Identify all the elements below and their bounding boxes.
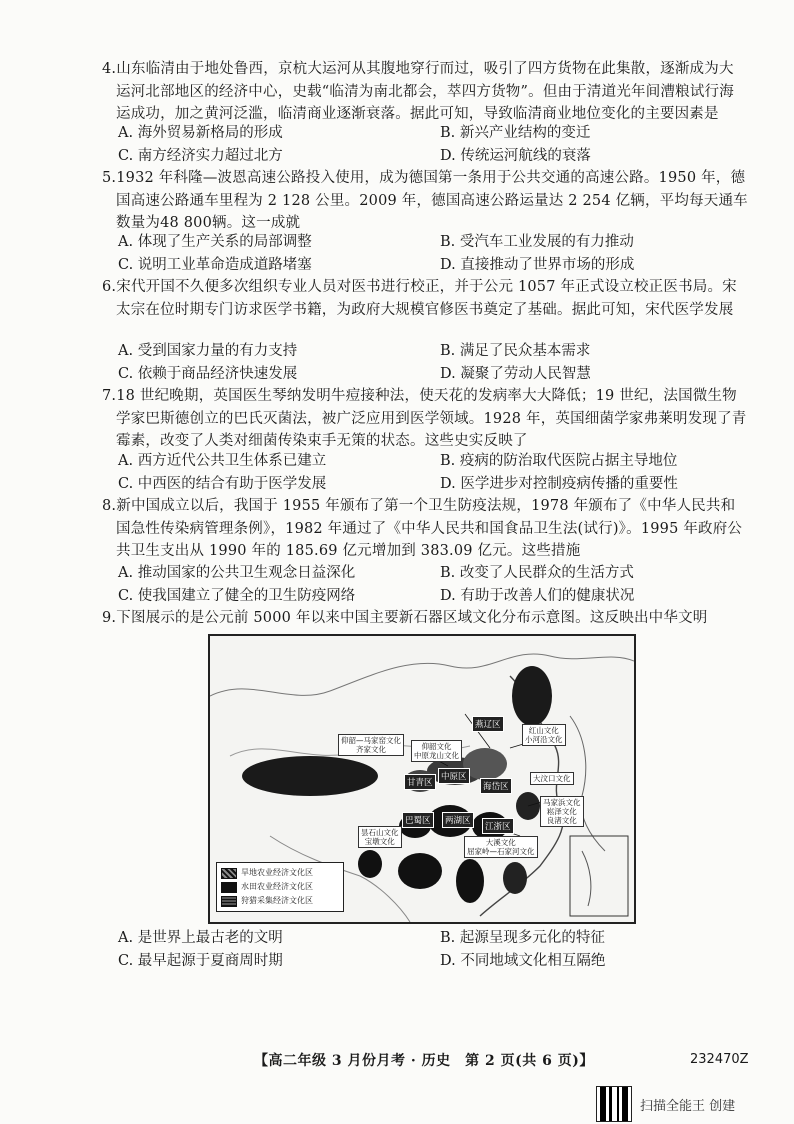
footer-title: 【高二年级 3 月份月考 · 历史 第 2 页(共 6 页)】 (254, 1053, 594, 1069)
option-d: D. 有助于改善人们的健康状况 (440, 588, 635, 604)
legend-label: 旱地农业经济文化区 (241, 868, 313, 877)
culture-label: 大汶口文化 (530, 772, 574, 785)
option-d: D. 医学进步对控制疫病传播的重要性 (440, 476, 678, 492)
region-label: 燕辽区 (472, 716, 504, 732)
map-legend (216, 862, 344, 912)
scanner-watermark (596, 1086, 735, 1122)
question-number: 5. (102, 170, 117, 186)
option-b: B. 改变了人民群众的生活方式 (440, 565, 634, 581)
question-5 (102, 167, 748, 235)
region-label: 中原区 (438, 768, 470, 784)
question-7 (102, 385, 748, 453)
question-4 (102, 58, 748, 126)
option-c: C. 依赖于商品经济快速发展 (118, 366, 298, 382)
question-number: 6. (102, 279, 117, 295)
legend-item (221, 866, 339, 880)
option-a: A. 西方近代公共卫生体系已建立 (118, 453, 327, 469)
option-a: A. 海外贸易新格局的形成 (118, 125, 283, 141)
option-c: C. 使我国建立了健全的卫生防疫网络 (118, 588, 356, 604)
northeast-hunting-zone (512, 666, 552, 726)
option-b: B. 起源呈现多元化的特征 (440, 930, 605, 946)
question-number: 7. (102, 388, 117, 404)
option-a: A. 是世界上最古老的文明 (118, 930, 283, 946)
culture-label: 马家浜文化 崧泽文化 良渚文化 (540, 796, 584, 827)
question-number: 9. (102, 610, 117, 626)
option-b: B. 受汽车工业发展的有力推动 (440, 234, 634, 250)
culture-label: 大溪文化 屈家岭—石家河文化 (464, 836, 538, 858)
option-b: B. 疫病的防治取代医院占据主导地位 (440, 453, 678, 469)
question-8 (102, 495, 748, 563)
option-d: D. 直接推动了世界市场的形成 (440, 257, 635, 273)
option-c: C. 南方经济实力超过北方 (118, 148, 283, 164)
culture-label: 仰韶—马家窑文化 齐家文化 (338, 734, 404, 756)
question-stem: 新中国成立以后，我国于 1955 年颁布了第一个卫生防疫法规，1978 年颁布了《中华人民共和国急性传染病管理条例》，1982 年通过了《中华人民共和国食品卫生法(试行)》。1995 年政府公共卫生支出从 1990 年的 185.69 亿元增加到 383.09 亿元。这些措施 (116, 498, 743, 559)
region-label: 海岱区 (480, 778, 512, 794)
question-stem: 1932 年科隆—波恩高速公路投入使用，成为德国第一条用于公共交通的高速公路。1950 年，德国高速公路通车里程为 2 128 公里。2009 年，德国高速公路运量达 2 254 亿辆，平均每天通车数量为48 800辆。这一成就 (116, 170, 748, 231)
question-number: 8. (102, 498, 117, 514)
paddy-farming-swatch (221, 882, 237, 893)
question-9 (102, 607, 748, 630)
region-label: 两湖区 (442, 812, 474, 828)
culture-label: 仰韶文化 中原龙山文化 (411, 740, 462, 762)
option-a: A. 体现了生产关系的局部调整 (118, 234, 312, 250)
option-d: D. 凝聚了劳动人民智慧 (440, 366, 591, 382)
option-c: C. 最早起源于夏商周时期 (118, 953, 283, 969)
option-b: B. 满足了民众基本需求 (440, 343, 591, 359)
question-stem: 下图展示的是公元前 5000 年以来中国主要新石器区域文化分布示意图。这反映出中华文明 (116, 610, 708, 626)
tibet-hunting-zone (242, 756, 378, 796)
watermark-text: 扫描全能王 创建 (640, 1098, 736, 1114)
question-number: 4. (102, 61, 117, 77)
option-c: C. 说明工业革命造成道路堵塞 (118, 257, 312, 273)
legend-label: 狩猎采集经济文化区 (241, 896, 313, 905)
option-d: D. 不同地域文化相互隔绝 (440, 953, 606, 969)
dry-farming-swatch (221, 868, 237, 879)
culture-label: 昙石山文化 宝墩文化 (358, 826, 402, 848)
question-stem: 宋代开国不久便多次组织专业人员对医书进行校正，并于公元 1057 年正式设立校正医书局。宋太宗在位时期专门访求医学书籍，为政府大规模官修医书奠定了基础。据此可知，宋代医学发展 (116, 279, 737, 318)
qr-code-icon (596, 1086, 632, 1122)
culture-label: 红山文化 小河沿文化 (522, 724, 566, 746)
option-a: A. 受到国家力量的有力支持 (118, 343, 298, 359)
region-label: 江浙区 (482, 818, 514, 834)
region-label: 巴蜀区 (402, 812, 434, 828)
option-b: B. 新兴产业结构的变迁 (440, 125, 591, 141)
option-d: D. 传统运河航线的衰落 (440, 148, 591, 164)
region-label: 甘青区 (404, 774, 436, 790)
hunting-gathering-swatch (221, 896, 237, 907)
neolithic-culture-map (208, 634, 636, 924)
option-c: C. 中西医的结合有助于医学发展 (118, 476, 327, 492)
legend-label: 水田农业经济文化区 (241, 882, 313, 891)
question-stem: 山东临清由于地处鲁西，京杭大运河从其腹地穿行而过，吸引了四方货物在此集散，逐渐成为大运河北部地区的经济中心，史载“临清为南北都会，萃四方货物”。但由于清道光年间漕粮试行海运成功，加之黄河泛滥，临清商业逐渐衰落。据此可知，导致临清商业地位变化的主要因素是 (116, 61, 734, 122)
question-6 (102, 276, 748, 321)
exam-code: 232470Z (690, 1052, 749, 1067)
question-stem: 18 世纪晚期，英国医生琴纳发明牛痘接种法，使天花的发病率大大降低；19 世纪，法国微生物学家巴斯德创立的巴氏灭菌法，被广泛应用到医学领域。1928 年，英国细菌学家弗莱明发现了青霉素，改变了人类对细菌传染束手无策的状态。这些史实反映了 (116, 388, 747, 449)
option-a: A. 推动国家的公共卫生观念日益深化 (118, 565, 356, 581)
legend-item (221, 880, 339, 894)
legend-item (221, 894, 339, 908)
